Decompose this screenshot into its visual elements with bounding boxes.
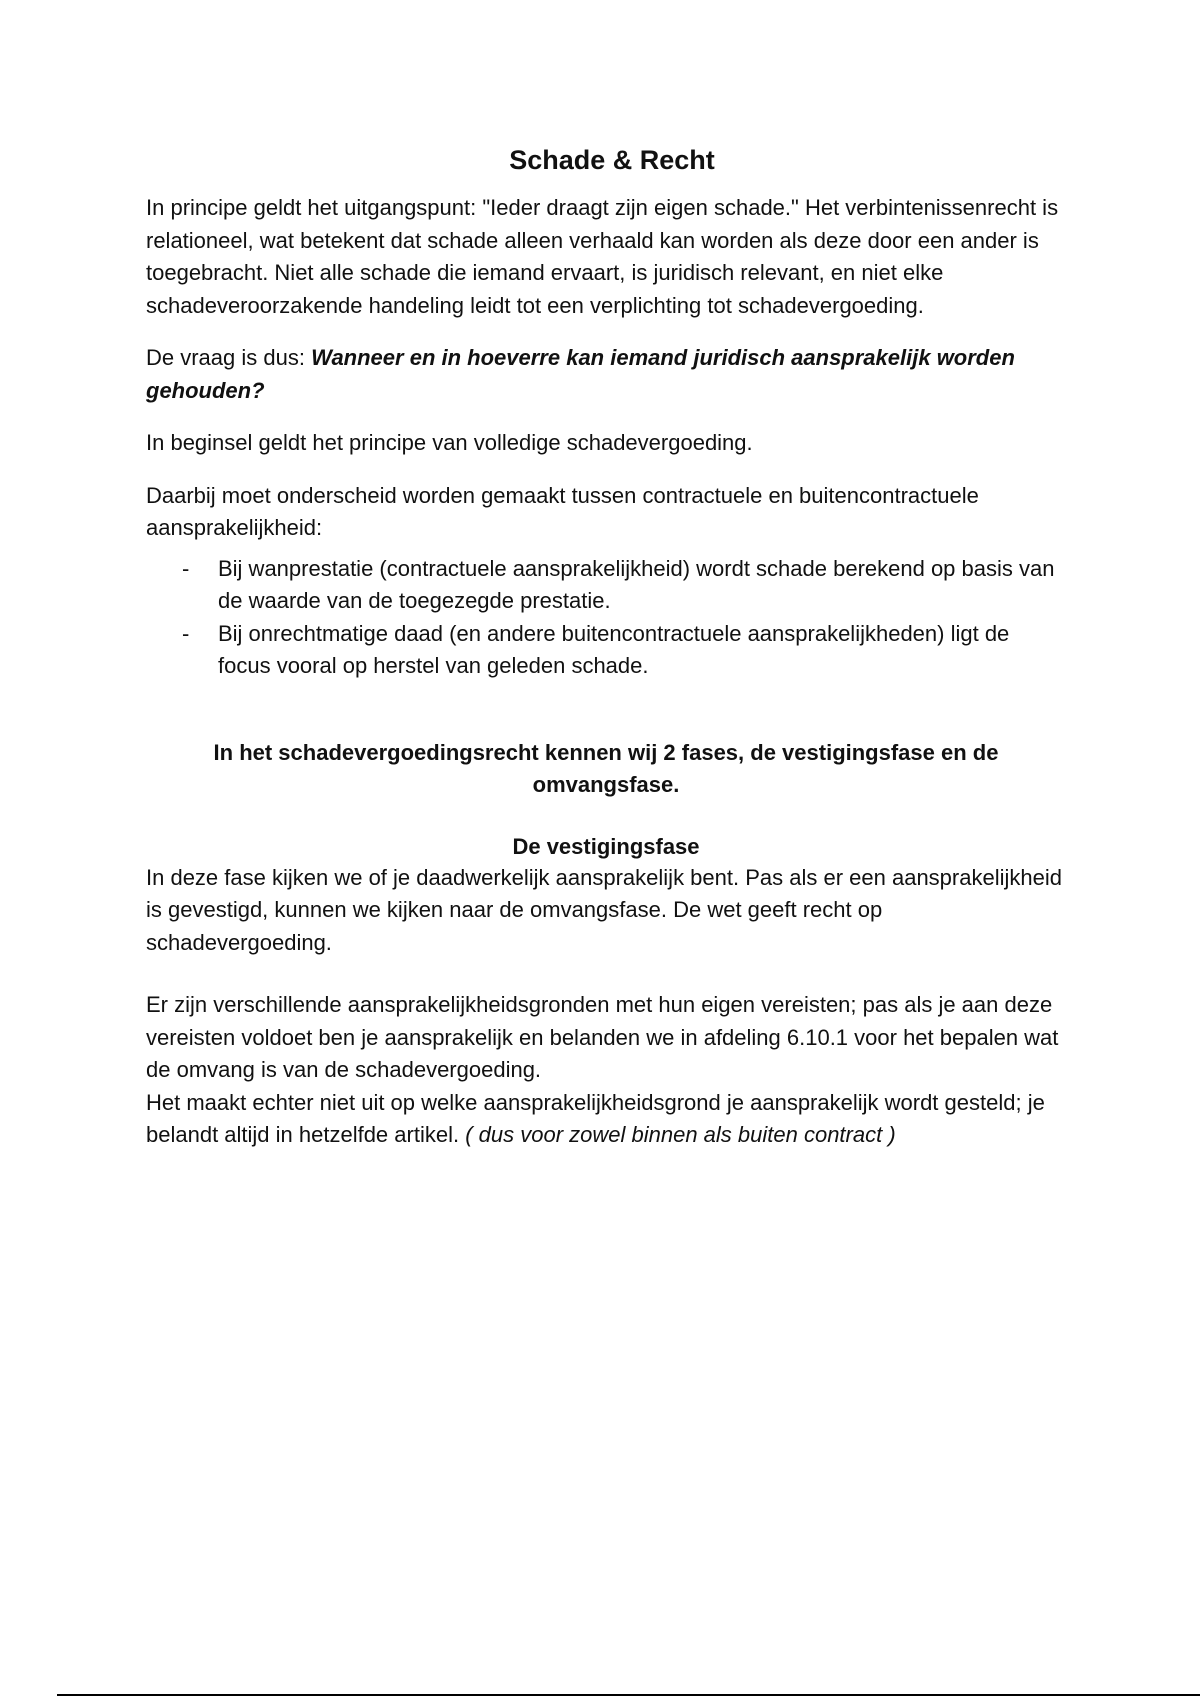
question-text: Wanneer en in hoeverre kan iemand juridisch aansprakelijk worden gehouden? <box>146 345 1015 403</box>
question-prefix: De vraag is dus: <box>146 345 312 370</box>
document-body <box>146 142 1066 1152</box>
intro-paragraph: In principe geldt het uitgangspunt: "Ieder draagt zijn eigen schade." Het verbintenissenrecht is relationeel, wat betekent dat schade alleen verhaald kan worden als deze door een ander is toegebracht. Niet alle schade die iemand ervaart, is juridisch relevant, en niet elke schadeveroorzakende handeling leidt tot een verplichting tot schadevergoeding. <box>146 195 1059 318</box>
document-title: Schade & Recht <box>509 145 715 175</box>
article-paragraph <box>146 1087 1066 1152</box>
grounds-paragraph: Er zijn verschillende aansprakelijkheidsgronden met hun eigen vereisten; pas als je aan deze vereisten voldoet ben je aansprakelijk en belanden we in afdeling 6.10.1 voor het bepalen wat de omvang is van de schadevergoeding. <box>146 992 1059 1082</box>
question-paragraph <box>146 342 1066 407</box>
list-item: - Bij wanprestatie (contractuele aansprakelijkheid) wordt schade berekend op basis van de waarde van de toegezegde prestatie. <box>146 553 1066 618</box>
article-text: Het maakt echter niet uit op welke aansprakelijkheidsgrond je aansprakelijk wordt gesteld; je belandt altijd in hetzelfde artikel. <box>146 1089 1045 1147</box>
list-item: - Bij onrechtmatige daad (en andere buitencontractuele aansprakelijkheden) ligt de focus vooral op herstel van geleden schade. <box>146 618 1066 683</box>
article-note: ( dus voor zowel binnen als buiten contract ) <box>465 1122 896 1147</box>
principle-paragraph: In beginsel geldt het principe van volledige schadevergoeding. <box>146 430 753 455</box>
vestigingsfase-paragraph: In deze fase kijken we of je daadwerkelijk aansprakelijk bent. Pas als er een aansprakelijkheid is gevestigd, kunnen we kijken naar de omvangsfase. De wet geeft recht op schadevergoeding. <box>146 864 1062 955</box>
distinction-paragraph: Daarbij moet onderscheid worden gemaakt tussen contractuele en buitencontractuele aansprakelijkheid: <box>146 482 979 540</box>
page-bottom-divider <box>57 1694 1200 1696</box>
phases-heading: In het schadevergoedingsrecht kennen wij 2 fases, de vestigingsfase en de omvangsfase. <box>213 739 999 797</box>
section-heading: De vestigingsfase <box>512 833 700 859</box>
liability-list <box>146 545 1066 683</box>
